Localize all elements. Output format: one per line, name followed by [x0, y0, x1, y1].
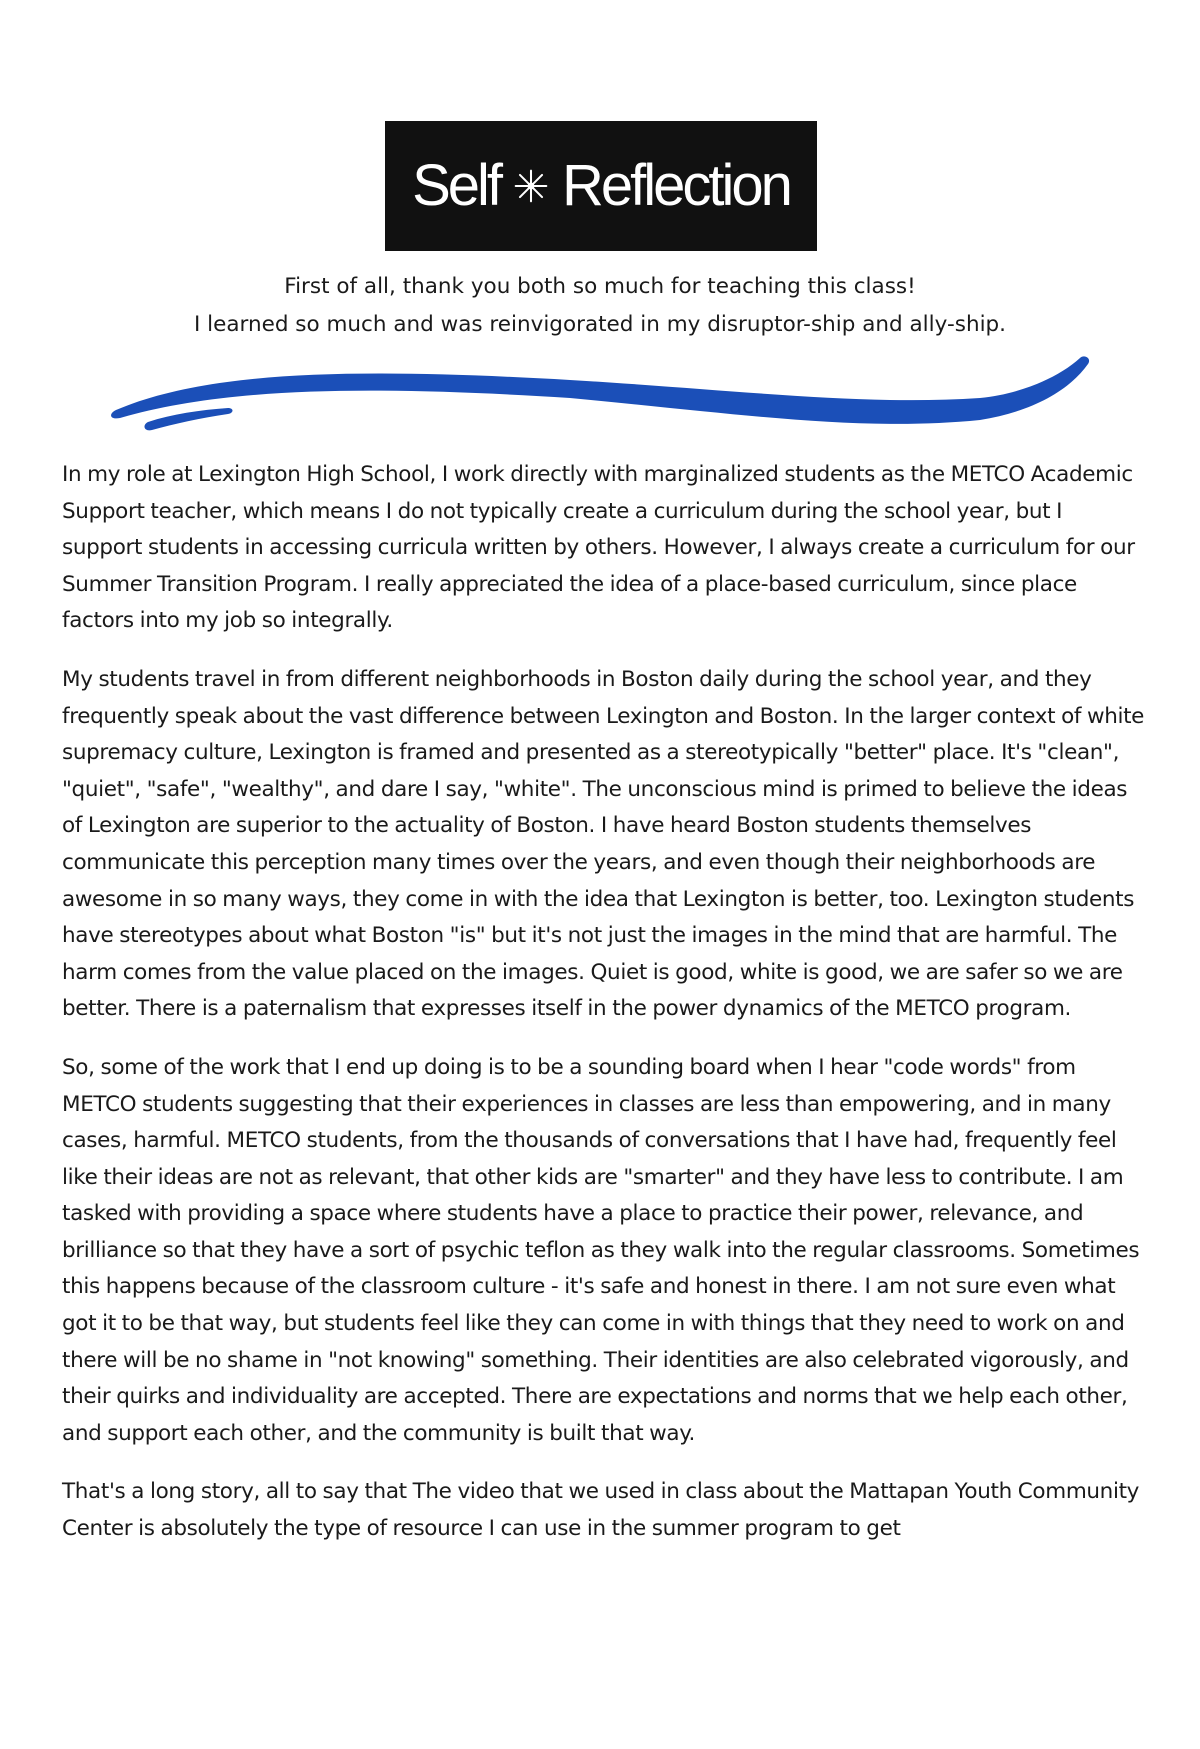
- title-reflection: Reflection: [562, 153, 790, 218]
- intro-line-2: I learned so much and was reinvigorated in my disruptor-ship and ally-ship.: [193, 312, 1007, 337]
- intro-text: [0, 268, 1200, 344]
- title-self: Self: [412, 153, 501, 218]
- paragraph-2: My students travel in from different neighborhoods in Boston daily during the school year, and they frequently speak about the vast difference between Lexington and Boston. In the larger context of white supremacy culture, Lexington is framed and presented as a stereotypically "better" place. It's "clean", "quiet", "safe", "wealthy", and dare I say, "white". The unconscious mind is primed to believe the ideas of Lexington are superior to the actuality of Boston. I have heard Boston students themselves communicate this perception many times over the years, and even though their neighborhoods are awesome in so many ways, they come in with the idea that Lexington is better, too. Lexington students have stereotypes about what Boston "is" but it's not just the images in the mind that are harmful. The harm comes from the value placed on the images. Quiet is good, white is good, we are safer so we are better. There is a paternalism that expresses itself in the power dynamics of the METCO program.: [62, 666, 1145, 1022]
- intro-line-1: First of all, thank you both so much for teaching this class!: [284, 274, 916, 299]
- brush-swoosh-divider: [100, 348, 1100, 448]
- paragraph-4: That's a long story, all to say that The video that we used in class about the Mattapan Youth Community Center is absolutely the type of resource I can use in the summer program to get: [62, 1479, 1140, 1542]
- paragraph-1: In my role at Lexington High School, I work directly with marginalized students as the METCO Academic Support teacher, which means I do not typically create a curriculum during the school year, but I support students in accessing curricula written by others. However, I always create a curriculum for our Summer Transition Program. I really appreciated the idea of a place-based curriculum, since place factors into my job so integrally.: [62, 462, 1135, 634]
- body-text: [62, 457, 1147, 1570]
- title-banner: [385, 121, 817, 251]
- sparkle-star-icon: [514, 169, 548, 203]
- paragraph-3: So, some of the work that I end up doing is to be a sounding board when I hear "code words" from METCO students suggesting that their experiences in classes are less than empowering, and in many cases, harmful. METCO students, from the thousands of conversations that I have had, frequently feel like their ideas are not as relevant, that other kids are "smarter" and they have less to contribute. I am tasked with providing a space where students have a place to practice their power, relevance, and brilliance so that they have a sort of psychic teflon as they walk into the regular classrooms. Sometimes this happens because of the classroom culture - it's safe and honest in there. I am not sure even what got it to be that way, but students feel like they can come in with things that they need to work on and there will be no shame in "not knowing" something. Their identities are also celebrated vigorously, and their quirks and individuality are accepted. There are expectations and norms that we help each other, and support each other, and the community is built that way.: [62, 1054, 1140, 1446]
